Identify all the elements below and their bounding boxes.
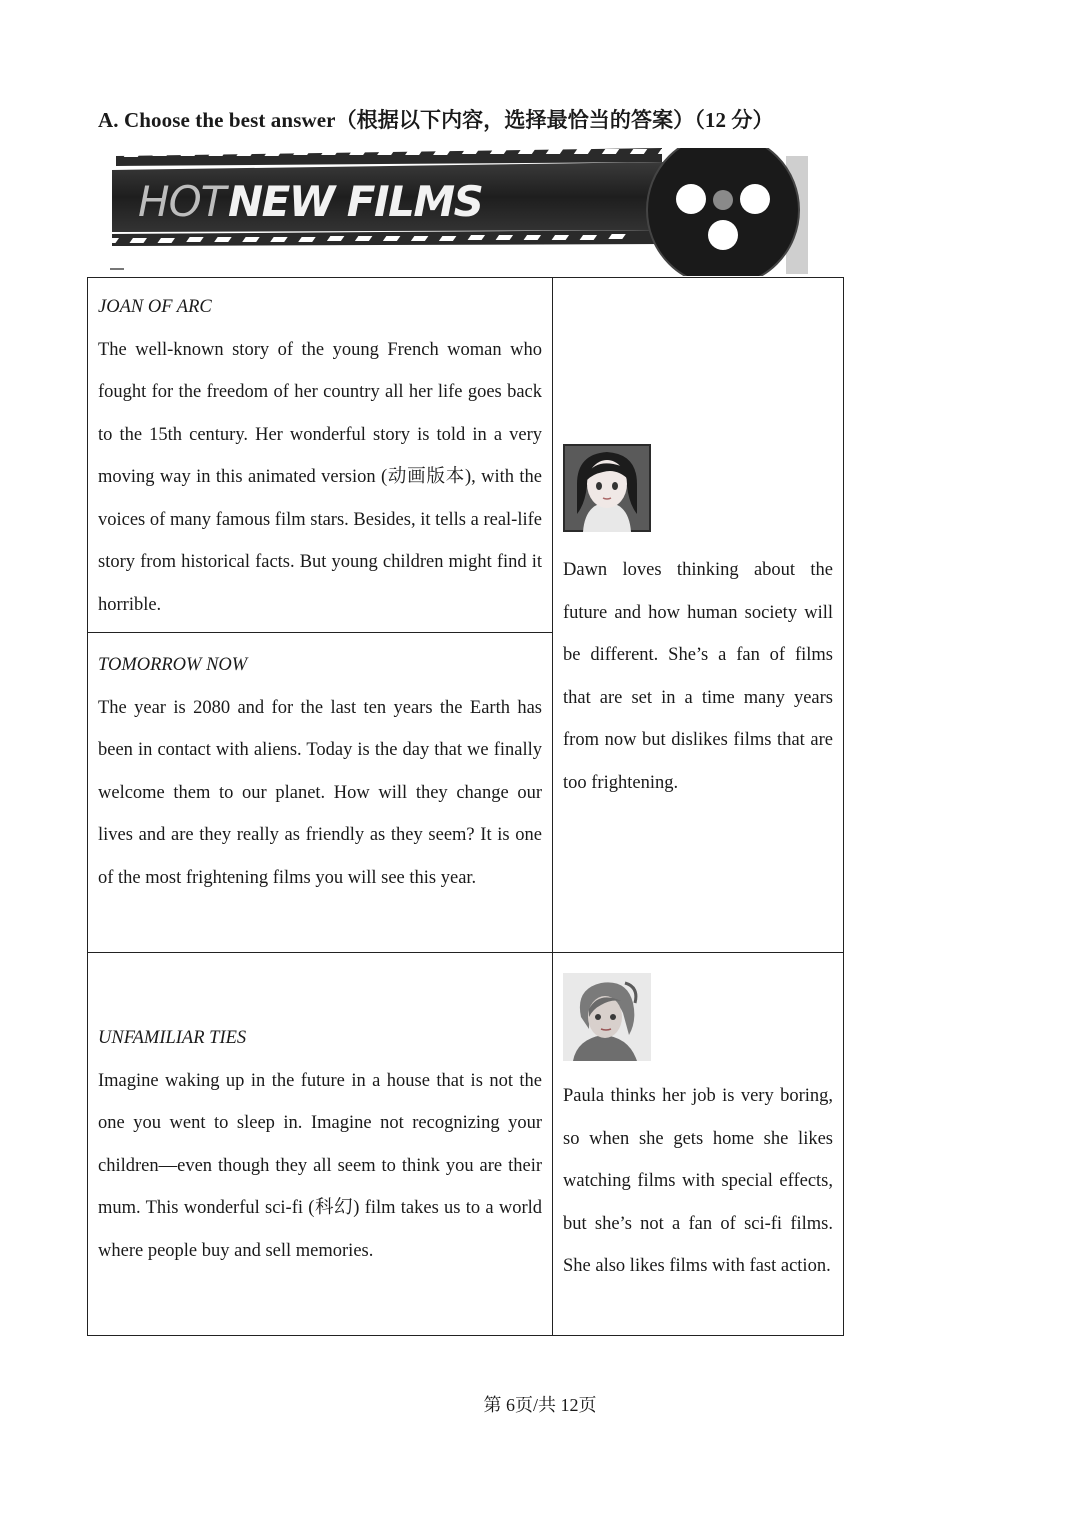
- films-table: [87, 277, 844, 1336]
- banner-hot-text: HOT: [138, 177, 226, 226]
- film-title: TOMORROW NOW: [98, 655, 248, 675]
- banner-new-films-text: NEW FILMS: [228, 177, 483, 226]
- film-cell-tomorrow-now: [88, 633, 553, 953]
- section-heading: A. Choose the best answer（根据以下内容，选择最恰当的答案）（12 分）: [98, 108, 774, 132]
- page-number: 第 6页/共 12页: [483, 1395, 597, 1415]
- table-row: [88, 953, 844, 1336]
- film-description: The year is 2080 and for the last ten years the Earth has been in contact with aliens. Today is the day that we finally welcome them to our planet. How will they change our lives and are they really as friendly as they seem? It is one of the most frightening films you will see this year.: [98, 697, 542, 888]
- film-cell-unfamiliar-ties: [88, 953, 553, 1336]
- film-description: The well-known story of the young French woman who fought for the freedom of her country all her life goes back to the 15th century. Her wonderful story is told in a very moving way in this animated version (动画版本), with the voices of many famous film stars. Besides, it tells a real-life story from historical facts. But young children might find it horrible.: [98, 339, 542, 615]
- person-cell-dawn: [553, 278, 844, 953]
- hot-new-films-banner: [110, 148, 810, 276]
- film-title: JOAN OF ARC: [98, 297, 212, 317]
- film-cell-joan-of-arc: [88, 278, 553, 633]
- film-description: Imagine waking up in the future in a house that is not the one you went to sleep in. Imagine not recognizing your children—even though they all seem to think you are their mum. This wonderful sci-fi (科幻) film takes us to a world where people buy and sell memories.: [98, 1070, 542, 1261]
- film-reel-icon: [647, 148, 808, 276]
- table-row: [88, 278, 844, 633]
- film-title: UNFAMILIAR TIES: [98, 1028, 247, 1048]
- dawn-avatar: [563, 444, 651, 532]
- person-cell-paula: [553, 953, 844, 1336]
- person-description: Dawn loves thinking about the future and how human society will be different. She’s a fan of films that are set in a time many years from now but dislikes films that are too frightening.: [563, 560, 833, 793]
- person-description: Paula thinks her job is very boring, so when she gets home she likes watching films with special effects, but she’s not a fan of sci-fi films. She also likes films with fast action.: [563, 1086, 833, 1276]
- paula-avatar: [563, 973, 651, 1061]
